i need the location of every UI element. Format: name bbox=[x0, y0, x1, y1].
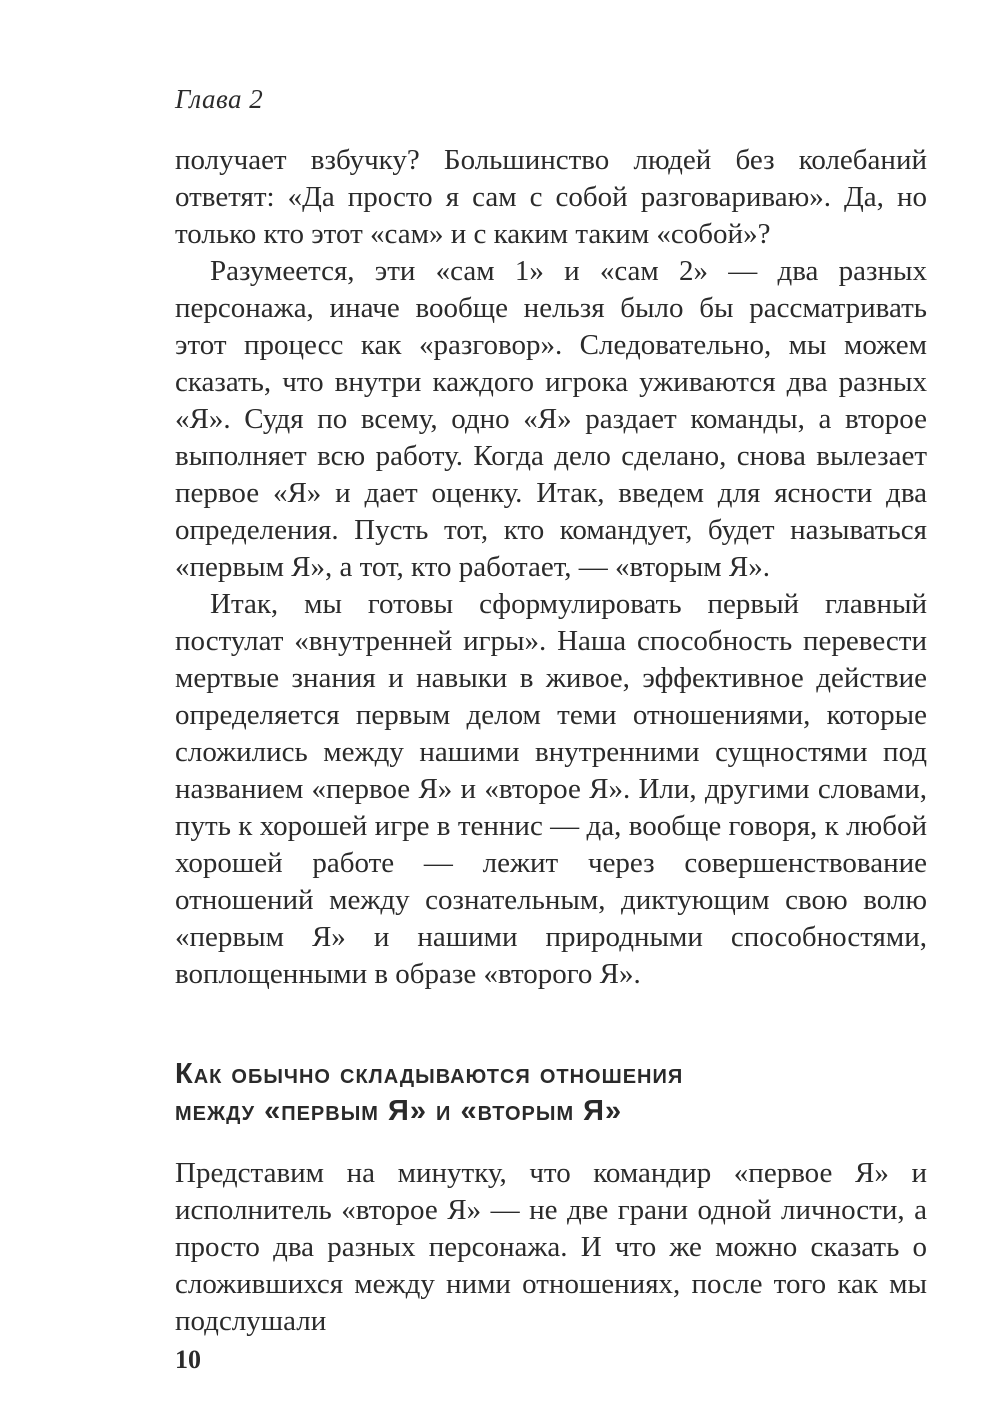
paragraph-2: Разумеется, эти «сам 1» и «сам 2» — два разных персонажа, иначе вообще нельзя было бы рассматривать этот процесс как «разговор». Следовательно, мы можем сказать, что внутри каждого игрока уживаются два разных «Я». Судя по всему, одно «Я» раздает команды, а второе выполняет всю работу. Когда дело сделано, снова вылезает первое «Я» и дает оценку. Итак, введем для ясности два определения. Пусть тот, кто командует, будет называться «первым Я», а тот, кто работает, — «вторым Я». bbox=[175, 255, 927, 583]
paragraph-1: получает взбучку? Большинство людей без колебаний ответят: «Да просто я сам с собой разговариваю». Да, но только кто этот «сам» и с каким таким «собой»? bbox=[175, 144, 927, 250]
page-number: 10 bbox=[175, 1345, 201, 1374]
body-text bbox=[175, 142, 927, 993]
section-heading-line-2: между «первым Я» и «вторым Я» bbox=[175, 1095, 623, 1127]
section-paragraph: Представим на минутку, что командир «первое Я» и исполнитель «второе Я» — не две грани одной личности, а просто два разных персонажа. И что же можно сказать о сложившихся между ними отношениях, после того как мы подслушали bbox=[175, 1157, 927, 1337]
running-head: Глава 2 bbox=[175, 84, 264, 114]
section-heading bbox=[175, 1056, 927, 1130]
section-text bbox=[175, 1155, 927, 1340]
section-heading-line-1: Как обычно складываются отношения bbox=[175, 1058, 684, 1090]
paragraph-3: Итак, мы готовы сформулировать первый главный постулат «внутренней игры». Наша способность перевести мертвые знания и навыки в живое, эффективное действие определяется первым делом теми отношениями, которые сложились между нашими внутренними сущностями под названием «первое Я» и «второе Я». Или, другими словами, путь к хорошей игре в теннис — да, вообще говоря, к любой хорошей работе — лежит через совершенствование отношений между сознательным, диктующим свою волю «первым Я» и нашими природными способностями, воплощенными в образе «второго Я». bbox=[175, 588, 927, 990]
